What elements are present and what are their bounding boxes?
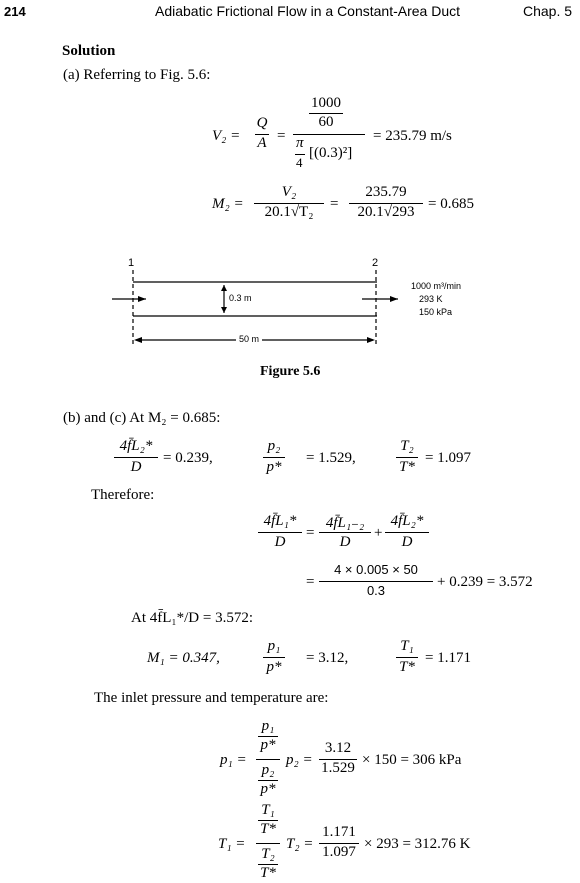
t1-numerator: T₁ bbox=[400, 638, 414, 654]
t1-bot-den: T* bbox=[260, 865, 276, 881]
p1-top-num: p₁ bbox=[261, 718, 275, 734]
t2-numerator: T₂ bbox=[400, 438, 414, 454]
t1-value: = 1.171 bbox=[425, 650, 471, 666]
fl12-denominator: D bbox=[339, 534, 351, 550]
chapter-label: Chap. 5 bbox=[523, 3, 573, 19]
fl1-bar bbox=[258, 532, 302, 533]
p1-result: × 150 = 306 kPa bbox=[362, 752, 462, 768]
p1-value: = 3.12, bbox=[306, 650, 349, 666]
equals-1: = bbox=[277, 128, 286, 144]
t1-main-bar bbox=[256, 843, 280, 844]
pressure-label: 150 kPa bbox=[419, 307, 453, 317]
equals-3: = bbox=[306, 525, 315, 541]
a-symbol: A bbox=[257, 135, 267, 151]
num-60: 60 bbox=[318, 114, 334, 130]
p1-bot-num: p₂ bbox=[261, 762, 275, 778]
t2-value: = 1.097 bbox=[425, 450, 471, 466]
length-arrow-right bbox=[367, 337, 375, 343]
temperature-label: 293 K bbox=[419, 294, 443, 304]
inlet-arrowhead bbox=[138, 296, 146, 302]
pi-symbol: π bbox=[296, 135, 304, 151]
t1-top-num: T₁ bbox=[261, 802, 275, 818]
inlet-text: The inlet pressure and temperature are: bbox=[94, 690, 329, 706]
fl2-value: = 0.239, bbox=[163, 450, 213, 466]
t1-bot-num: T₂ bbox=[261, 846, 275, 862]
p1-numerator: p₁ bbox=[267, 638, 281, 654]
station-2-label: 2 bbox=[372, 257, 379, 269]
at-line: At 4f̄L₁*/D = 3.572: bbox=[131, 610, 254, 626]
p1-frac-num: 3.12 bbox=[324, 740, 352, 756]
fl2-bar bbox=[114, 457, 158, 458]
t1-frac-num: 1.171 bbox=[322, 824, 356, 840]
p1-bar bbox=[263, 657, 285, 658]
t1-bar bbox=[396, 657, 418, 658]
figure-caption: Figure 5.6 bbox=[260, 364, 321, 379]
length-label: 50 m bbox=[239, 334, 260, 344]
p1-frac-den: 1.529 bbox=[321, 760, 355, 776]
m2-numerator-2: 235.79 bbox=[365, 184, 407, 200]
diameter-arrow-down bbox=[221, 307, 227, 313]
v2-lhs: V₂ = bbox=[212, 128, 241, 144]
m2-denominator-1: 20.1√T₂ bbox=[264, 204, 314, 220]
equals-4: = bbox=[306, 574, 315, 590]
station-1-label: 1 bbox=[128, 257, 135, 269]
t1-frac-den: 1.097 bbox=[322, 844, 356, 860]
therefore-text: Therefore: bbox=[91, 487, 155, 503]
p2-value: = 1.529, bbox=[306, 450, 356, 466]
fl2b-bar bbox=[385, 532, 429, 533]
equals-2: = bbox=[330, 196, 339, 212]
fl12-bar bbox=[319, 532, 371, 533]
calc-bar bbox=[319, 581, 433, 582]
diameter-bracket: [(0.3)²] bbox=[309, 145, 353, 161]
t1-lhs: T₁ = bbox=[218, 836, 246, 852]
diameter-arrow-up bbox=[221, 285, 227, 291]
fl12-numerator: 4f̄L₁₋₂ bbox=[325, 515, 365, 531]
p1-main-bar bbox=[256, 759, 280, 760]
q-symbol: Q bbox=[256, 115, 268, 131]
running-title: Adiabatic Frictional Flow in a Constant-Area Duct bbox=[155, 3, 461, 19]
part-bc-intro: (b) and (c) At M₂ = 0.685: bbox=[63, 410, 221, 426]
p2-numerator: p₂ bbox=[267, 438, 281, 454]
fl1-denominator: D bbox=[274, 534, 286, 550]
p1-lhs: p₁ = bbox=[220, 752, 247, 768]
t1-times: T₂ = bbox=[286, 836, 314, 852]
outlet-arrowhead bbox=[390, 296, 398, 302]
m2-numerator-1: V₂ bbox=[281, 184, 297, 200]
calc-numerator: 4 × 0.005 × 50 bbox=[334, 562, 418, 577]
p1-denominator: p* bbox=[266, 659, 282, 675]
calc-result: + 0.239 = 3.572 bbox=[437, 574, 533, 590]
t2-denominator: T* bbox=[399, 459, 415, 475]
m2-lhs: M₂ = bbox=[212, 196, 244, 212]
num-1000: 1000 bbox=[311, 95, 341, 111]
solution-heading: Solution bbox=[62, 43, 116, 59]
calc-denominator: 0.3 bbox=[366, 583, 386, 598]
fl2-numerator: 4f̄L₂* bbox=[119, 438, 153, 454]
t2-bar bbox=[396, 457, 418, 458]
plus-sign: + bbox=[374, 525, 383, 541]
flow-rate-label: 1000 m³/min bbox=[411, 281, 462, 291]
t1-result: × 293 = 312.76 K bbox=[364, 836, 471, 852]
length-arrow-left bbox=[134, 337, 142, 343]
t1-top-den: T* bbox=[260, 821, 276, 837]
fl2b-numerator: 4f̄L₂* bbox=[390, 513, 424, 529]
p1-top-den: p* bbox=[260, 737, 276, 753]
fl2-denominator: D bbox=[130, 459, 142, 475]
t1-denominator: T* bbox=[399, 659, 415, 675]
diameter-label: 0.3 m bbox=[229, 293, 252, 303]
four-label: 4 bbox=[296, 155, 303, 170]
part-a-intro: (a) Referring to Fig. 5.6: bbox=[63, 67, 211, 83]
fl2b-denominator: D bbox=[401, 534, 413, 550]
page-number: 214 bbox=[4, 4, 26, 19]
p1-times: p₂ = bbox=[286, 752, 313, 768]
m2-result: = 0.685 bbox=[428, 196, 474, 212]
fl1-numerator: 4f̄L₁* bbox=[263, 513, 297, 529]
m1-value: M₁ = 0.347, bbox=[147, 650, 220, 666]
v2-result: = 235.79 m/s bbox=[373, 128, 452, 144]
p2-denominator: p* bbox=[266, 459, 282, 475]
p2-bar bbox=[263, 457, 285, 458]
m2-denominator-2: 20.1√293 bbox=[357, 204, 415, 220]
p1-bot-den: p* bbox=[260, 781, 276, 797]
